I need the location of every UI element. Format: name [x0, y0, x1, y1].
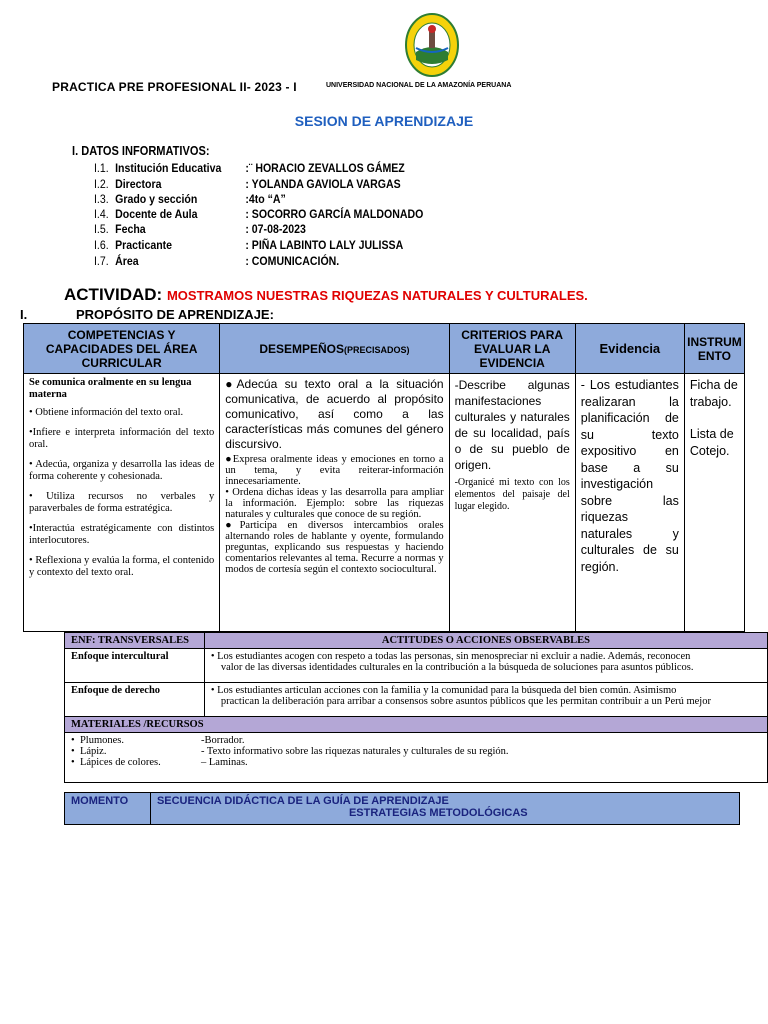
- proposito-table: [23, 323, 745, 632]
- material-item: • Plumones. -Borrador.: [71, 735, 245, 746]
- evidencia-cell: - Los estudiantes realizaran la planificación de su texto expositivo en base a su investigación sobre las riquezas naturales y culturales de su región.: [575, 374, 684, 632]
- momento-label: MOMENTO: [65, 793, 151, 825]
- proposito-heading: I. PROPÓSITO DE APRENDIZAJE:: [20, 307, 274, 322]
- desempeno-item: ●Participa en diversos intercambios orales alternando roles de hablante y oyente, formulando preguntas, explicando sus respuestas y haciendo comentarios relevantes al tema. Recurre a normas y modos de cortesía según el contexto sociocultural.: [225, 520, 444, 575]
- capacidad-item: • Utiliza recursos no verbales y paraverbales de forma estratégica.: [29, 491, 215, 514]
- actividad-value: MOSTRAMOS NUESTRAS RIQUEZAS NATURALES Y CULTURALES.: [166, 288, 588, 303]
- header-desempenos: DESEMPEÑOS(PRECISADOS): [220, 324, 449, 374]
- capacidad-item: •Interactúa estratégicamente con distintos interlocutores.: [29, 523, 215, 546]
- header-criterios: CRITERIOS PARA EVALUAR LA EVIDENCIA: [449, 324, 575, 374]
- enfoques-header-left: ENF: TRANSVERSALES: [65, 633, 205, 649]
- datos-title: I. DATOS INFORMATIVOS:: [72, 143, 210, 158]
- page-title: SESION DE APRENDIZAJE: [294, 113, 474, 129]
- material-item: • Lápices de colores. – Laminas.: [71, 757, 248, 768]
- criterio-sub: -Organicé mi texto con los elementos del paisaje del lugar elegido.: [454, 477, 570, 512]
- header-evidencia: Evidencia: [575, 324, 684, 374]
- university-logo: [404, 12, 460, 78]
- desempeno-main: ●Adecúa su texto oral a la situación comunicativa, de acuerdo al propósito comunicativo, así como a las características más comunes del género discursivo.: [225, 377, 444, 451]
- materiales-header: MATERIALES /RECURSOS: [65, 717, 768, 733]
- enfoque-name: Enfoque de derecho: [65, 683, 205, 717]
- instrumento-ficha: Ficha de trabajo.: [689, 378, 738, 409]
- datos-row: I.4. Docente de Aula : SOCORRO GARCÍA MALDONADO: [94, 207, 424, 221]
- momento-secuencia: SECUENCIA DIDÁCTICA DE LA GUÍA DE APRENDIZAJE ESTRATEGIAS METODOLÓGICAS: [150, 793, 739, 825]
- material-item: • Lápiz. - Texto informativo sobre las riquezas naturales y culturales de su región.: [71, 746, 509, 757]
- instrumento-lista: Lista de Cotejo.: [689, 427, 734, 458]
- criterio-main: -Describe algunas manifestaciones culturales y naturales de su localidad, país o de su pueblo de origen.: [454, 378, 570, 472]
- enfoque-actitud: • Los estudiantes acogen con respeto a todas las personas, sin menospreciar ni excluir a nadie. Además, reconocen valor de las diversas identidades culturales en la contribución a la búsqueda de soluciones para asuntos públicos.: [204, 649, 767, 683]
- datos-row: I.2. Directora : YOLANDA GAVIOLA VARGAS: [94, 177, 401, 191]
- enfoques-header-right: ACTITUDES O ACCIONES OBSERVABLES: [204, 633, 767, 649]
- header-instrumento: INSTRUM ENTO: [684, 324, 744, 374]
- desempeno-item: • Ordena dichas ideas y las desarrolla para ampliar la información. Ejemplo: sobre las riquezas naturales y culturales que conoce de su región.: [225, 487, 444, 520]
- enfoque-name: Enfoque intercultural: [65, 649, 205, 683]
- capacidad-item: • Adecúa, organiza y desarrolla las ideas de forma coherente y cohesionada.: [29, 459, 215, 482]
- datos-row: I.7. Área : COMUNICACIÓN.: [94, 254, 340, 268]
- capacidad-item: • Obtiene información del texto oral.: [29, 407, 184, 418]
- criterios-cell: [449, 374, 575, 632]
- desempeno-item: ●Expresa oralmente ideas y emociones en torno a un tema, y evita reiterar-información innecesariamente.: [225, 454, 444, 487]
- momento-table: [64, 792, 740, 825]
- enfoques-table: [64, 632, 768, 783]
- datos-row: I.6. Practicante : PIÑA LABINTO LALY JULISSA: [94, 238, 404, 252]
- competencias-cell: [24, 374, 220, 632]
- actividad: [64, 285, 588, 305]
- actividad-label: ACTIVIDAD:: [64, 285, 163, 304]
- datos-row: I.3. Grado y sección :4to “A”: [94, 192, 286, 206]
- practica-label: PRACTICA PRE PROFESIONAL II- 2023 - I: [52, 80, 297, 94]
- header-competencias: COMPETENCIAS Y CAPACIDADES DEL ÁREA CURRICULAR: [24, 324, 220, 374]
- enfoque-actitud: • Los estudiantes articulan acciones con la familia y la comunidad para la búsqueda del bien común. Asimismo practican la deliberación para arribar a consensos sobre asuntos públicos que les permitan contribuir a un Perú mejor: [204, 683, 767, 717]
- instrumento-cell: [684, 374, 744, 632]
- desempenos-cell: [220, 374, 449, 632]
- capacidad-item: •Infiere e interpreta información del texto oral.: [29, 427, 215, 450]
- capacidad-item: • Reflexiona y evalúa la forma, el contenido y contexto del texto oral.: [29, 555, 215, 578]
- materiales-list: [65, 733, 768, 783]
- datos-row: I.5. Fecha : 07-08-2023: [94, 222, 306, 236]
- datos-row: I.1. Institución Educativa :¨ HORACIO ZEVALLOS GÁMEZ: [94, 161, 405, 175]
- university-name: UNIVERSIDAD NACIONAL DE LA AMAZONÍA PERUANA: [326, 82, 512, 89]
- competencia-title: Se comunica oralmente en su lengua materna: [29, 377, 192, 400]
